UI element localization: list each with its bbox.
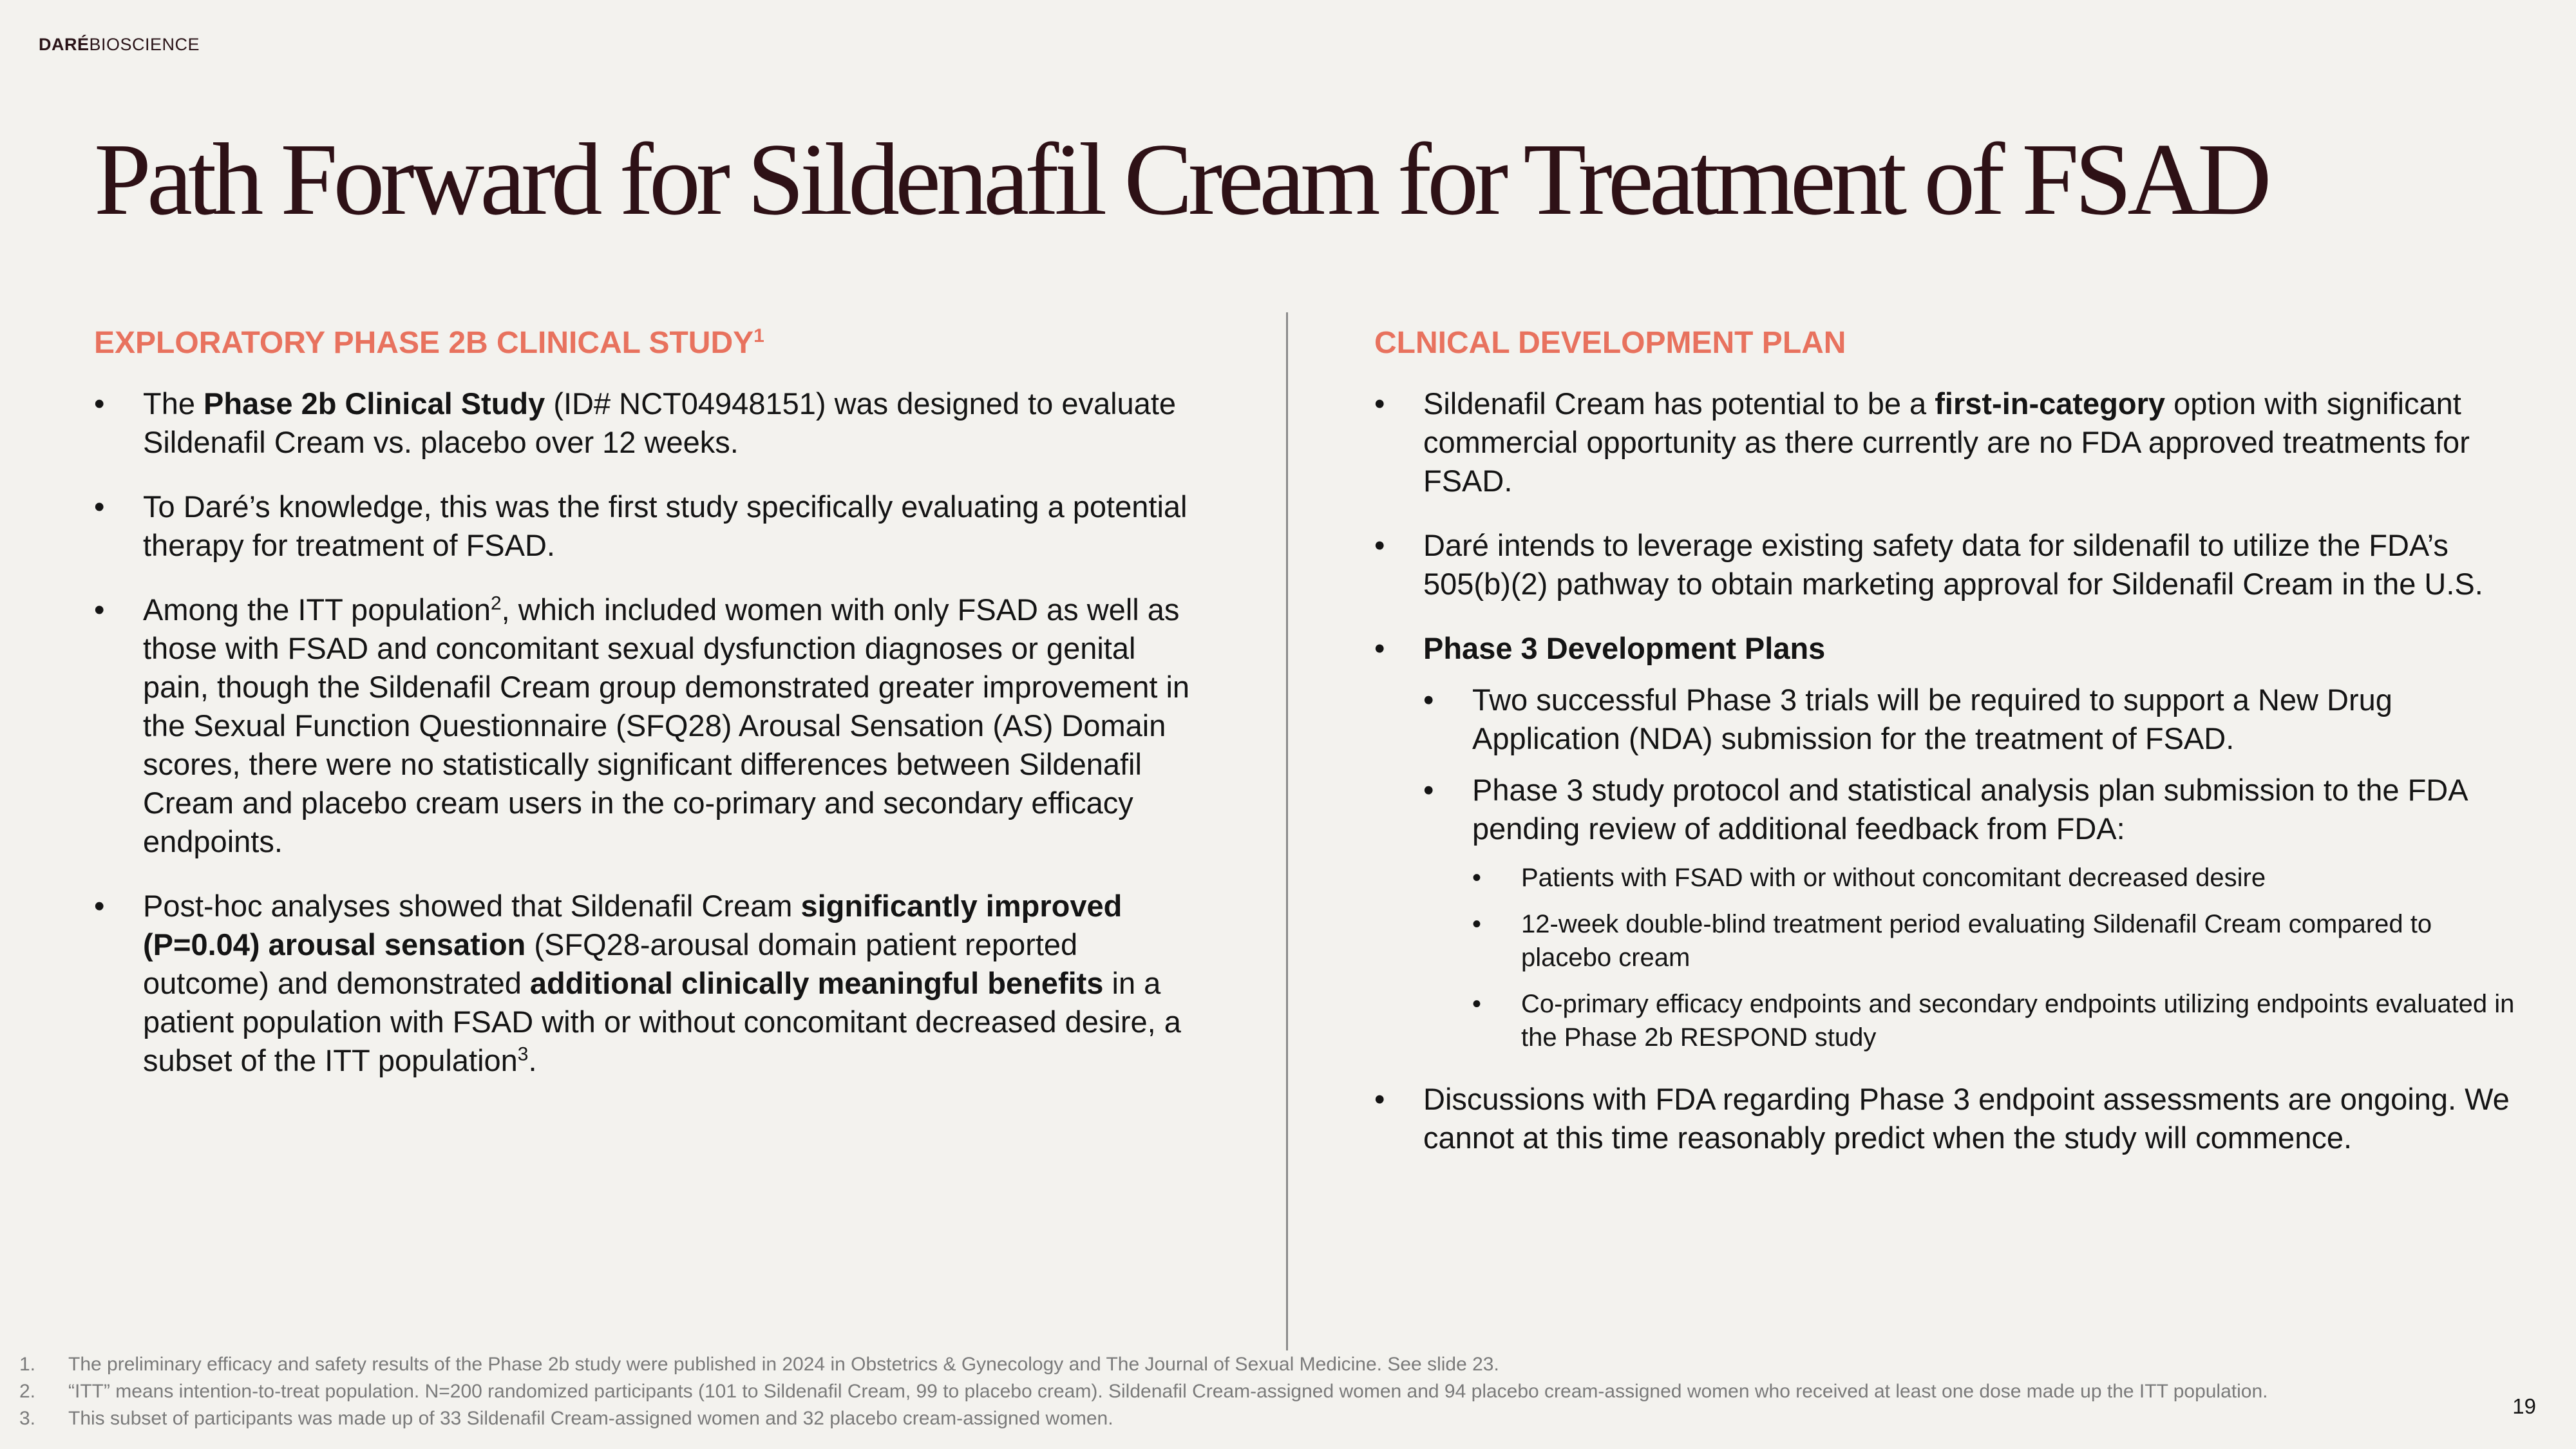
left-bullet-list xyxy=(94,384,1202,1080)
right-column xyxy=(1374,325,2521,1183)
text: , which included women with only FSAD as well as those with FSAD and concomitant sexual dysfunction diagnoses or genital pain, though the Sildenafil Cream group demonstrated greater improvement in the Sexual Function Questionnaire (SFQ28) Arousal Sensation (AS) Domain scores, there were no statistically significant differences between Sildenafil Cream and placebo cream users in the co-primary and secondary efficacy endpoints. xyxy=(143,592,1190,858)
sub-sub-list-item: • Patients with FSAD with or without concomitant decreased desire xyxy=(1472,861,2521,895)
text: Sildenafil Cream has potential to be a xyxy=(1423,386,1935,421)
sub-list-item: • Phase 3 study protocol and statistical analysis plan submission to the FDA pending review of additional feedback from FDA: xyxy=(1423,771,2521,848)
footnotes xyxy=(19,1351,2531,1432)
footnote-number: 3. xyxy=(19,1408,36,1429)
text: Post-hoc analyses showed that Sildenafil Cream xyxy=(143,889,801,923)
list-item xyxy=(1374,1080,2521,1157)
text: Discussions with FDA regarding Phase 3 endpoint assessments are ongoing. We cannot at this time reasonably predict when the study will commence. xyxy=(1423,1082,2510,1155)
list-item xyxy=(94,591,1202,861)
bold-text: significantly improved (P=0.04) arousal sensation xyxy=(143,889,1122,961)
text: in a patient population with FSAD with or without concomitant decreased desire, a subset of the ITT population xyxy=(143,966,1181,1077)
text: The xyxy=(143,386,204,421)
footnote-text: This subset of participants was made up of 33 Sildenafil Cream-assigned women and 32 placebo cream-assigned women. xyxy=(68,1408,1113,1429)
company-logo xyxy=(39,35,200,55)
list-item xyxy=(94,384,1202,462)
left-heading-text: EXPLORATORY PHASE 2B CLINICAL STUDY xyxy=(94,326,754,360)
footnote xyxy=(19,1378,2531,1405)
footnote xyxy=(19,1405,2531,1432)
text: (ID# NCT04948151) was designed to evaluate Sildenafil Cream vs. placebo over 12 weeks. xyxy=(143,386,1177,459)
footnote-ref: 2 xyxy=(490,592,502,614)
column-divider xyxy=(1286,312,1288,1350)
left-column xyxy=(94,325,1202,1106)
bold-text: first-in-category xyxy=(1935,386,2166,421)
logo-brand: DARÉ xyxy=(39,35,90,54)
sub-sub-list-item: • 12-week double-blind treatment period evaluating Sildenafil Cream compared to placebo cream xyxy=(1472,907,2521,974)
list-item xyxy=(1374,526,2521,603)
footnote xyxy=(19,1351,2531,1378)
page-number: 19 xyxy=(2512,1394,2536,1418)
logo-suffix: BIOSCIENCE xyxy=(89,35,200,54)
footnote-number: 2. xyxy=(19,1381,36,1402)
sub-sub-list-item: • Co-primary efficacy endpoints and secondary endpoints utilizing endpoints evaluated in the Phase 2b RESPOND study xyxy=(1472,987,2521,1054)
text: option with significant commercial opportunity as there currently are no FDA approved treatments for FSAD. xyxy=(1423,386,2470,498)
text: . xyxy=(528,1043,537,1077)
left-heading xyxy=(94,325,1202,361)
footnote-number: 1. xyxy=(19,1354,36,1375)
right-bullet-list xyxy=(1374,384,2521,1157)
text: (SFQ28-arousal domain patient reported outcome) and demonstrated xyxy=(143,927,1078,1000)
text: Daré intends to leverage existing safety data for sildenafil to utilize the FDA’s 505(b)(2) pathway to obtain marketing approval for Sildenafil Cream in the U.S. xyxy=(1423,528,2483,601)
footnote-text: The preliminary efficacy and safety results of the Phase 2b study were published in 2024 in Obstetrics & Gynecology and The Journal of Sexual Medicine. See slide 23. xyxy=(68,1354,1499,1375)
list-item xyxy=(94,488,1202,565)
list-item xyxy=(1374,384,2521,500)
bold-text: Phase 3 Development Plans xyxy=(1423,631,1826,665)
right-heading: CLNICAL DEVELOPMENT PLAN xyxy=(1374,326,1846,360)
page-title: Path Forward for Sildenafil Cream for Treatment of FSAD xyxy=(94,122,2268,236)
sub-list-item: • Two successful Phase 3 trials will be required to support a New Drug Application (NDA) submission for the treatment of FSAD. xyxy=(1423,681,2521,758)
footnote-text: “ITT” means intention-to-treat population. N=200 randomized participants (101 to Sildenafil Cream, 99 to placebo cream). Sildenafil Cream-assigned women and 94 placebo cream-assigned women who received at least one dose made up the ITT population. xyxy=(68,1381,2268,1402)
text: To Daré’s knowledge, this was the first study specifically evaluating a potential therapy for treatment of FSAD. xyxy=(143,489,1188,562)
text: Among the ITT population xyxy=(143,592,491,627)
list-item xyxy=(1374,629,2521,668)
bold-text: Phase 2b Clinical Study xyxy=(204,386,545,421)
footnote-ref: 3 xyxy=(517,1043,529,1065)
list-item xyxy=(94,887,1202,1080)
left-heading-footnote-ref: 1 xyxy=(753,325,764,346)
bold-text: additional clinically meaningful benefits xyxy=(529,966,1104,1000)
